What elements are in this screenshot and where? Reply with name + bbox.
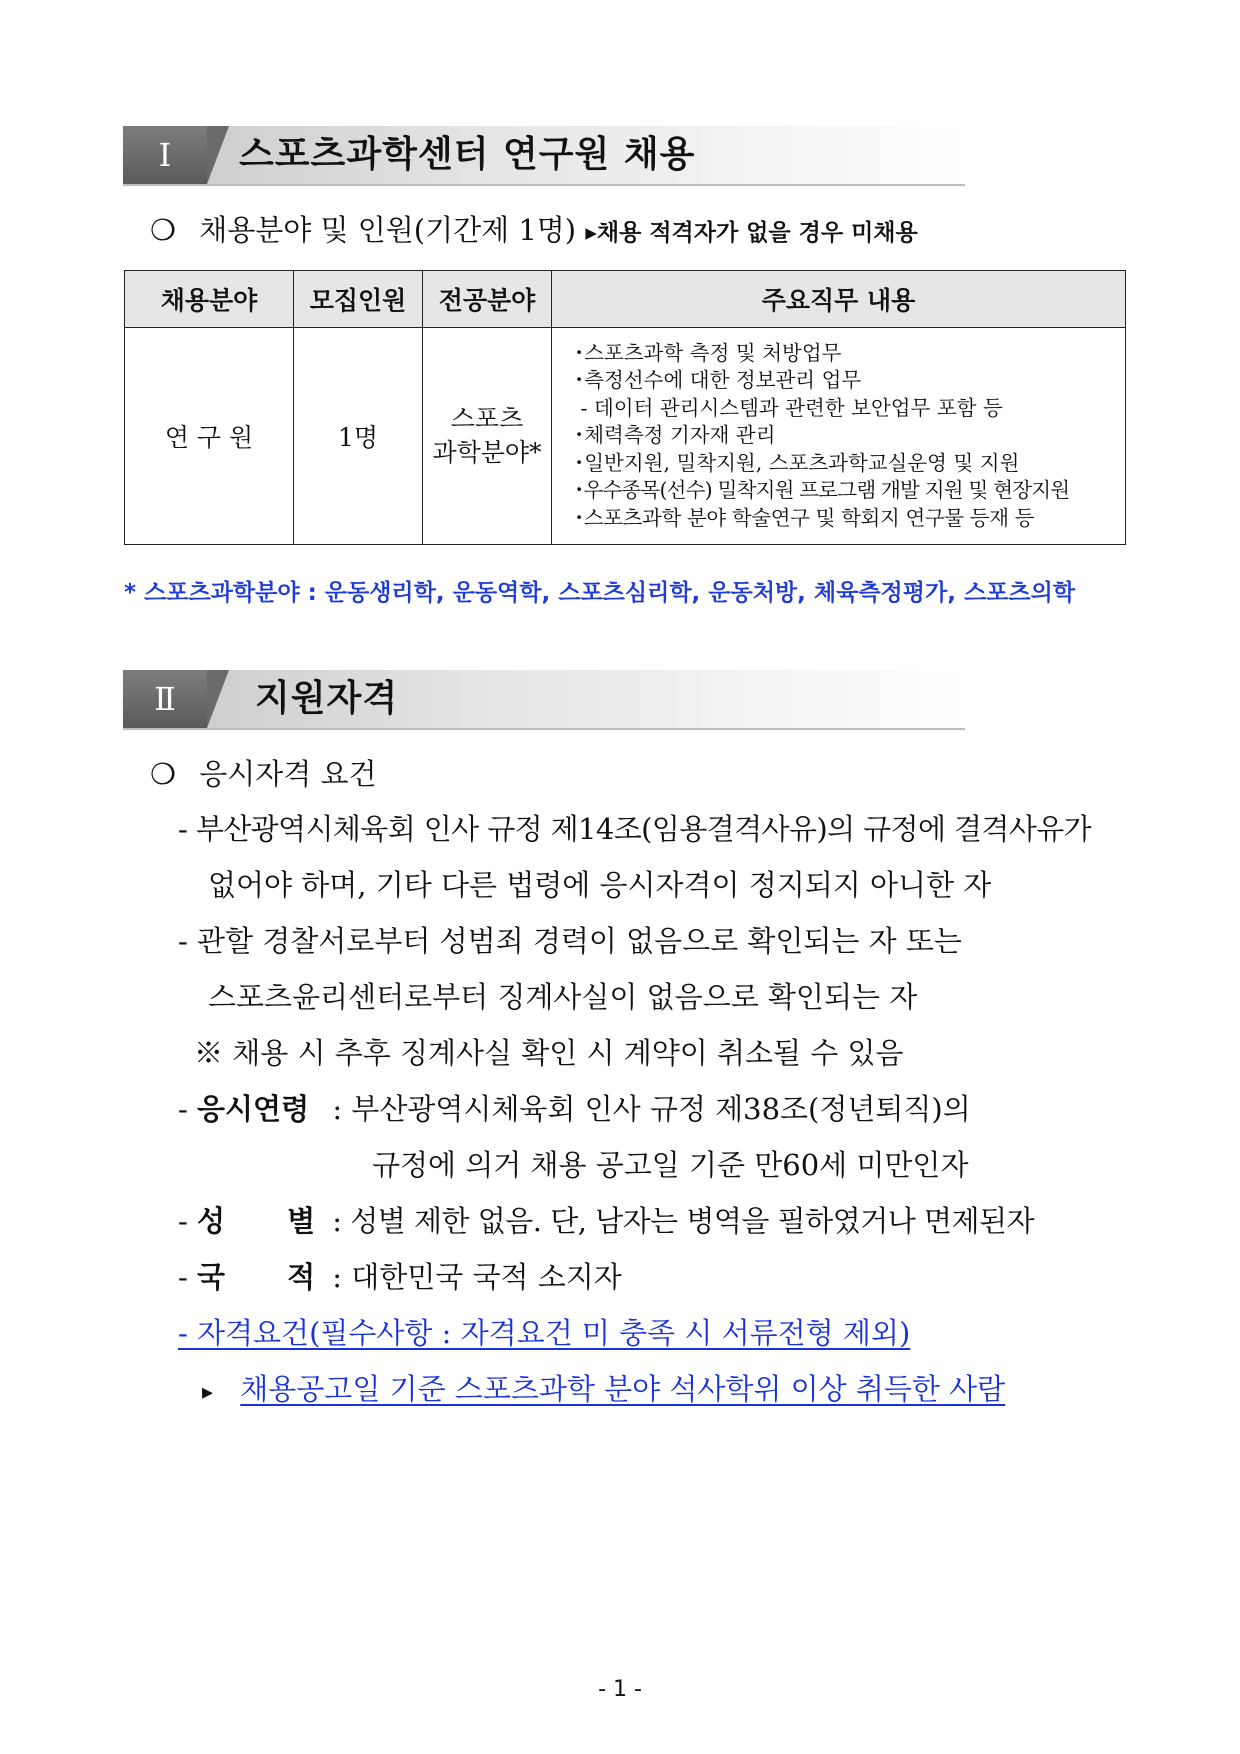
section2-number: Ⅱ	[123, 670, 207, 728]
recruit-table	[124, 270, 1126, 545]
duty-item: ･측정선수에 대한 정보관리 업무	[574, 368, 862, 393]
qualification-subtitle	[150, 752, 377, 793]
item1-line1: - 부산광역시체육회 인사 규정 제14조(임용결격사유)의 규정에 결격사유가	[178, 812, 1092, 846]
section1-slant	[207, 126, 229, 184]
age-value: : 부산광역시체육회 인사 규정 제38조(정년퇴직)의	[332, 1092, 971, 1126]
age-line2: 규정에 의거 채용 공고일 기준 만60세 미만인자	[372, 1148, 969, 1182]
cell-count: 1명	[294, 328, 423, 545]
header-field: 채용분야	[125, 271, 294, 328]
requirement-title: - 자격요건(필수사항 : 자격요건 미 충족 시 서류전형 제외)	[178, 1316, 911, 1350]
recruit-field-note: ▸채용 적격자가 없을 경우 미채용	[585, 220, 918, 246]
section2-slant	[207, 670, 229, 728]
gender-label: 성 별	[197, 1204, 316, 1238]
duty-item: ･체력측정 기자재 관리	[574, 423, 776, 448]
section2-title: 지원자격	[255, 678, 399, 719]
item2-line2: 스포츠윤리센터로부터 징계사실이 없음으로 확인되는 자	[208, 980, 918, 1014]
nation-value: : 대한민국 국적 소지자	[332, 1260, 622, 1294]
age-row	[178, 1087, 971, 1128]
recruit-field-line	[150, 208, 918, 249]
duty-item: - 데이터 관리시스템과 관련한 보안업무 포함 등	[574, 395, 1003, 420]
cell-major	[423, 328, 552, 545]
page-number: - 1 -	[598, 1677, 642, 1702]
recruit-field-text: 채용분야 및 인원(기간제 1명)	[199, 213, 577, 247]
dash: -	[178, 1092, 198, 1126]
item2-line1: - 관할 경찰서로부터 성범죄 경력이 없음으로 확인되는 자 또는	[178, 924, 962, 958]
item1-line2: 없어야 하며, 기타 다른 법령에 응시자격이 정지되지 아니한 자	[208, 868, 992, 902]
dash: -	[178, 1204, 198, 1238]
gender-value: : 성별 제한 없음. 단, 남자는 병역을 필하였거나 면제된자	[332, 1204, 1035, 1238]
subtitle-text: 응시자격 요건	[199, 757, 377, 791]
age-label: 응시연령	[197, 1092, 310, 1126]
cell-field: 연 구 원	[125, 328, 294, 545]
section1-title: 스포츠과학센터 연구원 채용	[239, 134, 696, 175]
bullet: ❍	[150, 757, 176, 791]
major-line2: 과학분야*	[432, 438, 542, 467]
section1-number: Ⅰ	[123, 126, 207, 184]
duty-item: ･스포츠과학 분야 학술연구 및 학회지 연구물 등재 등	[574, 505, 1035, 530]
header-duties: 주요직무 내용	[552, 271, 1126, 328]
section1-header	[123, 126, 965, 186]
gender-row	[178, 1199, 1034, 1240]
header-major: 전공분야	[423, 271, 552, 328]
duty-item: ･스포츠과학 측정 및 처방업무	[574, 340, 842, 365]
requirement-item-row	[202, 1367, 1005, 1408]
section2-header	[123, 670, 965, 730]
duty-item: ･우수종목(선수) 밀착지원 프로그램 개발 지원 및 현장지원	[574, 478, 1070, 503]
cell-duties	[552, 328, 1126, 545]
bullet: ❍	[150, 213, 176, 247]
header-count: 모집인원	[294, 271, 423, 328]
duty-item: ･일반지원, 밀착지원, 스포츠과학교실운영 및 지원	[574, 450, 1020, 475]
dash: -	[178, 1260, 198, 1294]
nation-row	[178, 1255, 622, 1296]
table-row	[125, 328, 1126, 545]
nation-label: 국 적	[197, 1260, 316, 1294]
major-line1: 스포츠	[450, 404, 524, 433]
footnote: * 스포츠과학분야 : 운동생리학, 운동역학, 스포츠심리학, 운동처방, 체육측정평가, 스포츠의학	[124, 580, 1076, 606]
requirement-item: 채용공고일 기준 스포츠과학 분야 석사학위 이상 취득한 사람	[240, 1372, 1006, 1406]
table-header-row	[125, 271, 1126, 328]
arrow-icon: ▸	[202, 1380, 214, 1405]
cancel-note: ※ 채용 시 추후 징계사실 확인 시 계약이 취소될 수 있음	[194, 1036, 904, 1070]
